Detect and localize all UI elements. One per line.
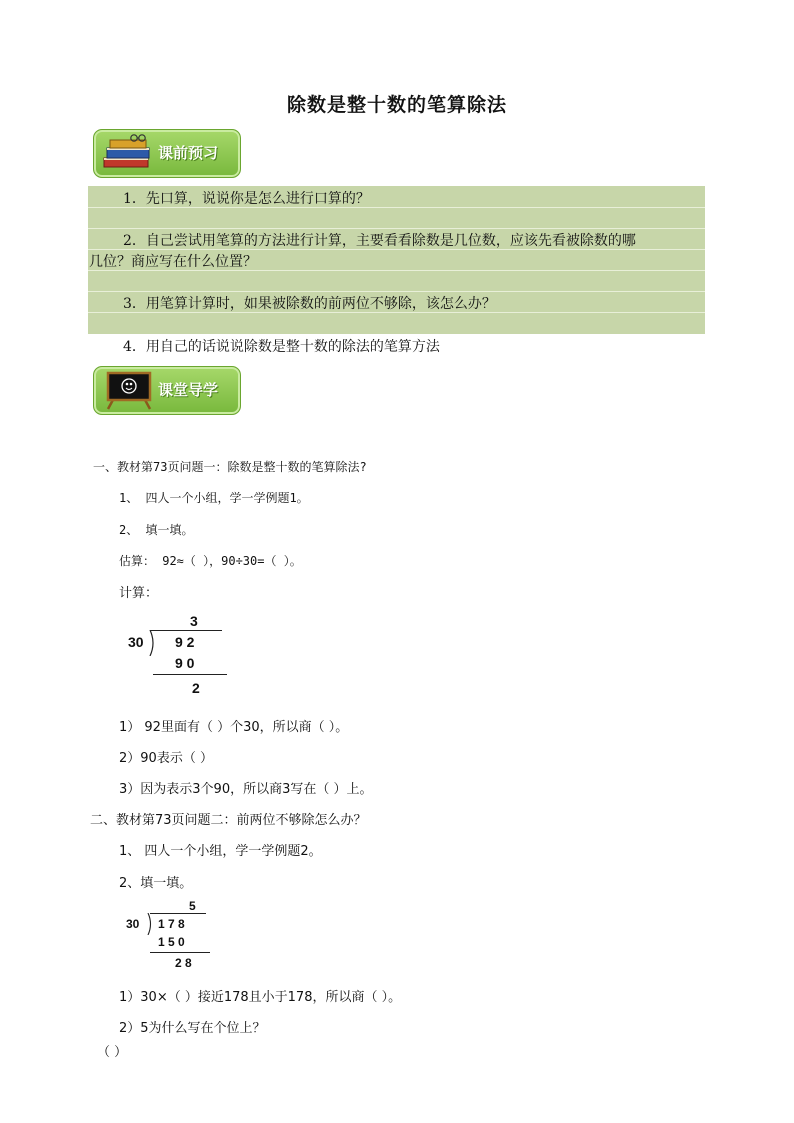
preview-item-1: 1．先口算，说说你是怎么进行口算的？ [123, 191, 370, 207]
preview-item-2: 2．自己尝试用笔算的方法进行计算，主要看看除数是几位数，应该先看被除数的哪 [123, 233, 636, 249]
division2-dividend: 1 7 8 [158, 917, 185, 931]
guide-badge [93, 366, 241, 415]
estimate-line: 估算： 92≈（ ），90÷30=（ ）。 [119, 554, 302, 568]
section2-step2: 2、填一填。 [119, 876, 193, 891]
preview-badge-label: 课前预习 [158, 144, 219, 162]
division2-remainder: 2 8 [175, 956, 192, 970]
preview-item-2-cont: 几位？商应写在什么位置？ [89, 254, 257, 270]
division1-bracket [146, 630, 156, 656]
division2-product: 1 5 0 [158, 935, 185, 949]
division2-subtract-line [150, 952, 210, 953]
calc-label: 计算： [119, 586, 159, 601]
section2-heading: 二、教材第73页问题二：前两位不够除怎么办？ [90, 813, 367, 828]
section2-step1: 1、 四人一个小组，学一学例题2。 [119, 844, 322, 859]
blackboard-icon [100, 370, 156, 410]
division1-divisor: 30 [128, 634, 144, 650]
preview-badge [93, 129, 241, 178]
division1-dividend: 9 2 [175, 634, 195, 650]
section1-heading: 一、教材第73页问题一：除数是整十数的笔算除法? [93, 460, 367, 474]
section1-q3: 3）因为表示3个90，所以商3写在（ ）上。 [119, 782, 373, 797]
division2-quotient: 5 [189, 899, 196, 913]
division1-remainder: 2 [192, 680, 200, 696]
section2-q2: 2）5为什么写在个位上？ [119, 1021, 266, 1036]
preview-item-4: 4．用自己的话说说除数是整十数的除法的笔算方法 [123, 339, 440, 355]
preview-divider [88, 228, 705, 229]
section1-q2: 2）90表示（ ） [119, 751, 213, 766]
section1-step2: 2、 填一填。 [119, 523, 194, 537]
preview-item-3: 3．用笔算计算时，如果被除数的前两位不够除，该怎么办？ [123, 296, 496, 312]
page-title: 除数是整十数的笔算除法 [286, 94, 507, 116]
section1-q1: 1） 92里面有（ ）个30，所以商（ ）。 [119, 720, 349, 735]
guide-badge-label: 课堂导学 [158, 381, 219, 399]
division2-divisor: 30 [126, 917, 140, 931]
section2-q1: 1）30×（ ）接近178且小于178，所以商（ ）。 [119, 990, 402, 1005]
division1-bar [150, 630, 222, 631]
section1-step1: 1、 四人一个小组，学一学例题1。 [119, 491, 309, 505]
books-icon [100, 133, 156, 173]
division1-subtract-line [153, 674, 227, 675]
division1-product: 9 0 [175, 655, 195, 671]
preview-divider [88, 291, 705, 292]
answer-blank[interactable]: （ ） [97, 1045, 128, 1060]
division1-quotient: 3 [190, 613, 198, 629]
division2-bar [150, 913, 206, 914]
division2-bracket [145, 913, 154, 935]
